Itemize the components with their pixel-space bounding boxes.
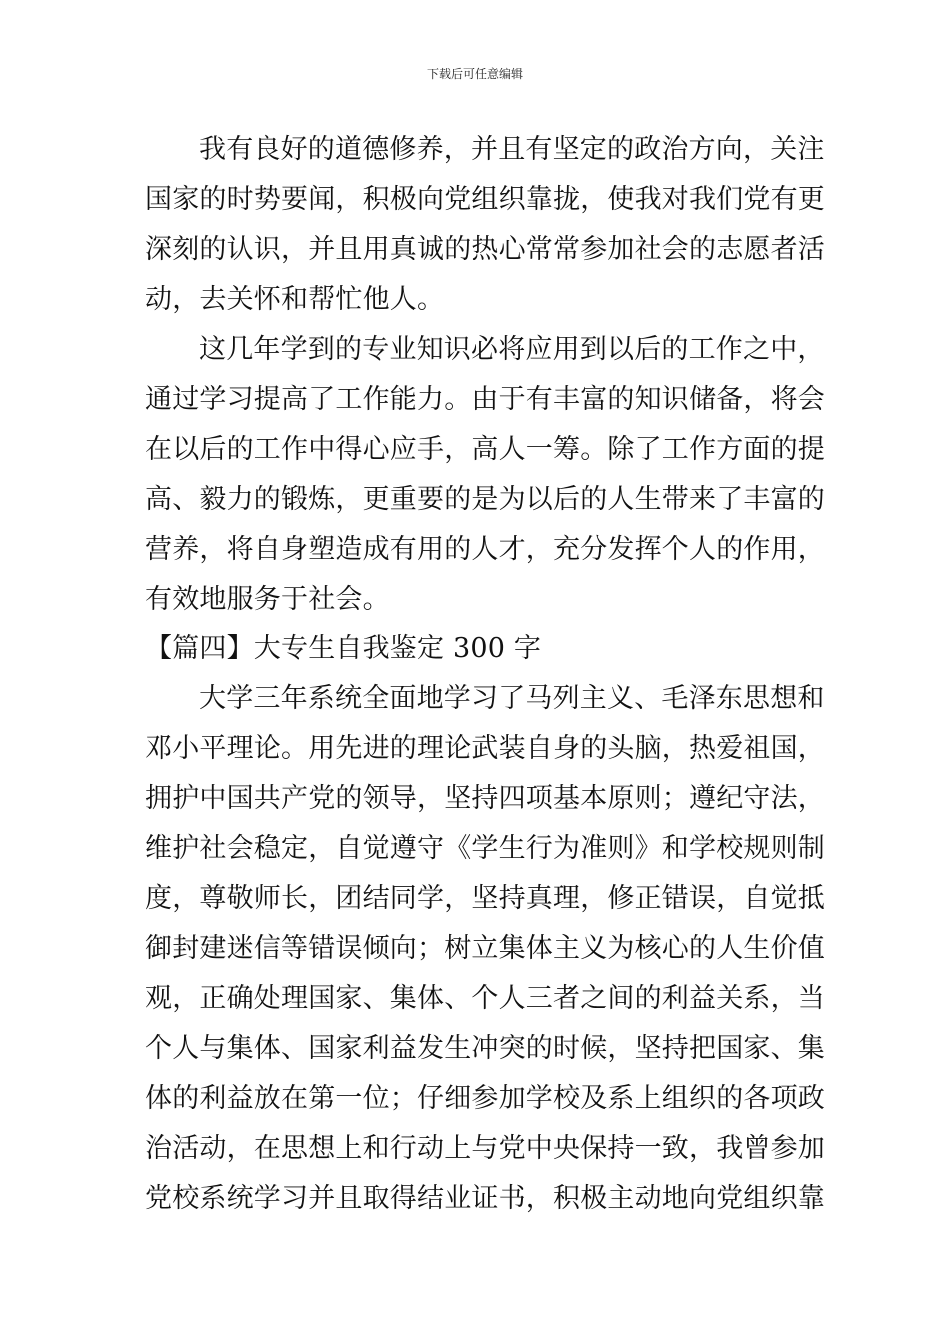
paragraph-line: 这几年学到的专业知识必将应用到以后的工作之中， [199, 334, 825, 365]
paragraph-line: 维护社会稳定，自觉遵守《学生行为准则》和学校规则制 [145, 833, 825, 864]
page-header: 下载后可任意编辑 [426, 67, 523, 81]
paragraph-line: 高、毅力的锻炼，更重要的是为以后的人生带来了丰富的 [145, 484, 825, 515]
paragraph-line: 个人与集体、国家利益发生冲突的时候，坚持把国家、集 [145, 1033, 825, 1064]
paragraph-line: 拥护中国共产党的领导，坚持四项基本原则；遵纪守法， [145, 783, 825, 814]
paragraph-line: 大学三年系统全面地学习了马列主义、毛泽东思想和 [199, 683, 825, 714]
paragraph-line: 体的利益放在第一位；仔细参加学校及系上组织的各项政 [145, 1083, 825, 1114]
paragraph-line: 深刻的认识，并且用真诚的热心常常参加社会的志愿者活 [145, 234, 825, 265]
paragraph-line: 度，尊敬师长，团结同学，坚持真理，修正错误，自觉抵 [145, 883, 825, 914]
paragraph-line: 观，正确处理国家、集体、个人三者之间的利益关系，当 [145, 983, 825, 1014]
paragraph-line: 在以后的工作中得心应手，高人一筹。除了工作方面的提 [145, 434, 825, 465]
paragraph-line: 党校系统学习并且取得结业证书，积极主动地向党组织靠 [145, 1183, 825, 1214]
paragraph-line: 有效地服务于社会。 [145, 584, 390, 615]
section-heading: 【篇四】大专生自我鉴定 300 字 [145, 633, 542, 664]
paragraph-line: 御封建迷信等错误倾向；树立集体主义为核心的人生价值 [145, 933, 825, 964]
paragraph-line: 通过学习提高了工作能力。由于有丰富的知识储备，将会 [145, 384, 825, 415]
paragraph-line: 营养，将自身塑造成有用的人才，充分发挥个人的作用， [145, 534, 825, 565]
paragraph-line: 国家的时势要闻，积极向党组织靠拢，使我对我们党有更 [145, 184, 825, 215]
paragraph-line: 邓小平理论。用先进的理论武装自身的头脑，热爱祖国， [145, 733, 825, 764]
paragraph-line: 治活动，在思想上和行动上与党中央保持一致，我曾参加 [145, 1133, 825, 1164]
paragraph-line: 动，去关怀和帮忙他人。 [145, 284, 445, 315]
paragraph-line: 我有良好的道德修养，并且有坚定的政治方向，关注 [199, 134, 825, 165]
